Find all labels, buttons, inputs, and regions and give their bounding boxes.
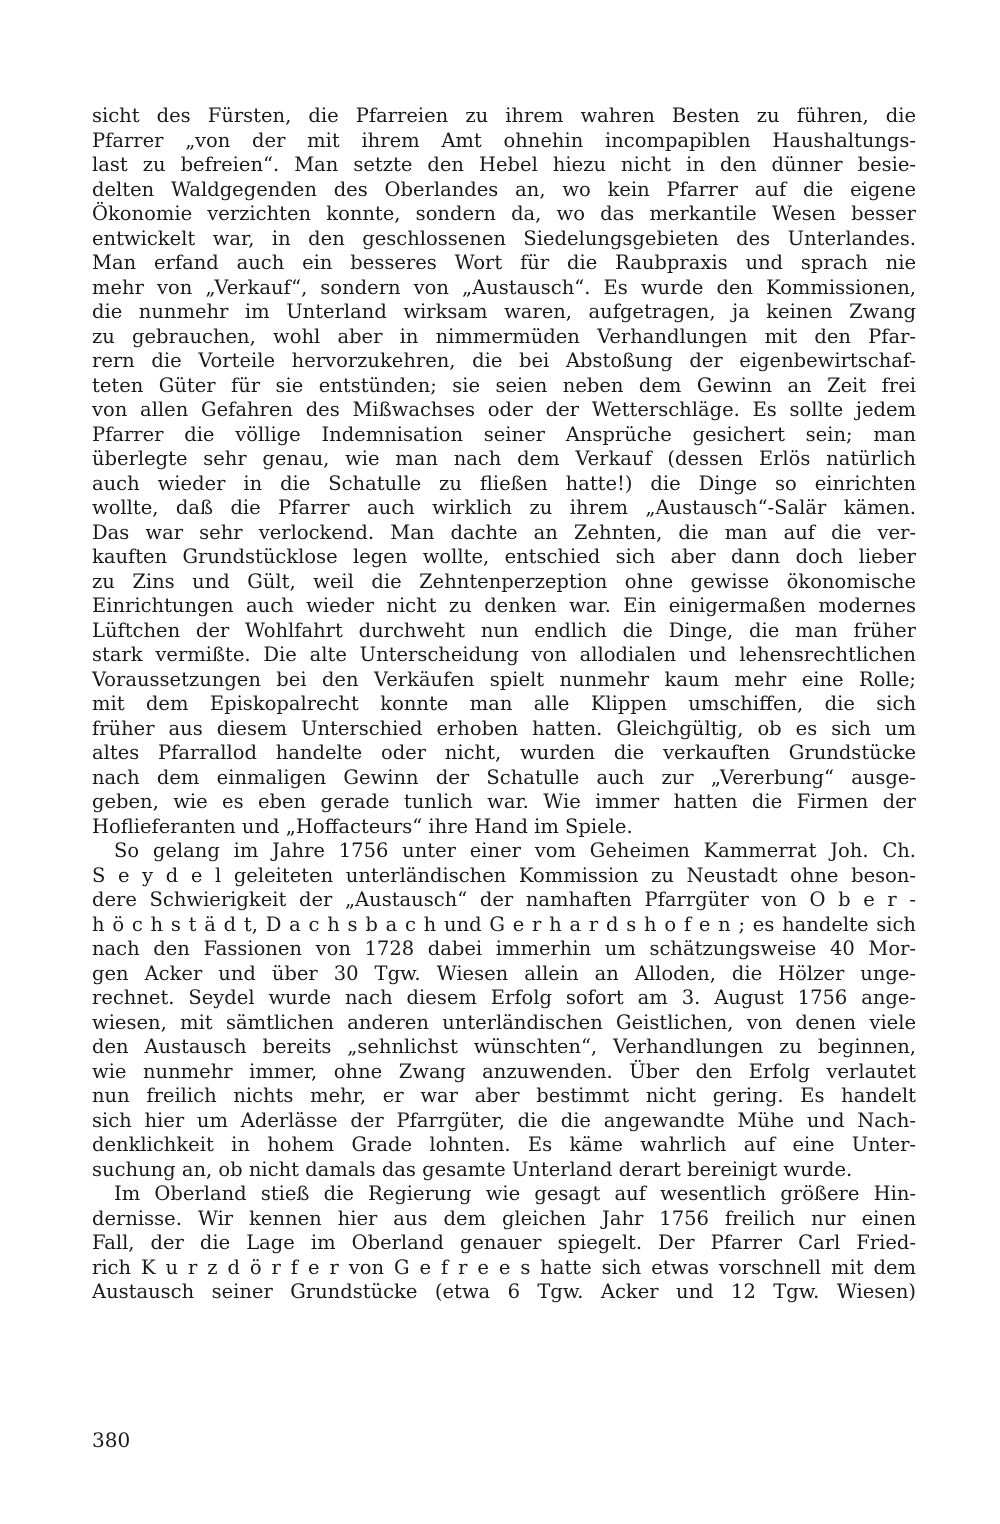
text-line: teten Güter für sie entstünden; sie seien neben dem Gewinn an Zeit frei (92, 373, 916, 397)
text-line: den Austausch bereits „sehnlichst wünschten“, Verhandlungen zu beginnen, (92, 1035, 916, 1058)
paragraph-3 (92, 1182, 916, 1305)
text-line: last zu befreien“. Man setzte den Hebel hiezu nicht in den dünner besie- (92, 153, 916, 176)
text-line: Fall, der die Lage im Oberland genauer spiegelt. Der Pfarrer Carl Fried- (92, 1231, 916, 1254)
text-line: altes Pfarrallod handelte oder nicht, wurden die verkauften Grundstücke (92, 741, 916, 764)
text-line: früher aus diesem Unterschied erhoben hatten. Gleichgültig, ob es sich um (92, 716, 916, 740)
text-line: So gelang im Jahre 1756 unter einer vom Geheimen Kammerrat Joh. Ch. (114, 839, 916, 862)
paragraph-1 (92, 104, 916, 839)
text-line: mehr von „Verkauf“, sondern von „Austausch“. Es wurde den Kommissionen, (92, 275, 916, 299)
text-line: Man erfand auch ein besseres Wort für die Raubpraxis und sprach nie (92, 251, 916, 274)
page-number: 380 (92, 1428, 131, 1452)
text-line: Hoflieferanten und „Hoffacteurs“ ihre Hand im Spiele. (92, 814, 633, 838)
text-line: stark vermißte. Die alte Unterscheidung von allodialen und lehensrechtlichen (92, 643, 916, 666)
text-line: zu Zins und Gült, weil die Zehntenperzeption ohne gewisse ökonomische (92, 569, 916, 593)
text-line: rern die Vorteile hervorzukehren, die bei Abstoßung der eigenbewirtschaf- (92, 349, 916, 372)
text-line: Pfarrer die völlige Indemnisation seiner Ansprüche gesichert sein; man (92, 422, 916, 446)
text-line: rechnet. Seydel wurde nach diesem Erfolg sofort am 3. August 1756 ange- (92, 986, 916, 1009)
text-line: dere Schwierigkeit der „Austausch“ der namhaften Pfarrgüter von O b e r - (92, 888, 916, 911)
text-line: zu gebrauchen, wohl aber in nimmermüden Verhandlungen mit den Pfar- (92, 324, 916, 348)
text-line: sich hier um Aderlässe der Pfarrgüter, die die angewandte Mühe und Nach- (92, 1108, 916, 1132)
text-line: nach dem einmaligen Gewinn der Schatulle auch zur „Vererbung“ ausge- (92, 765, 916, 789)
text-line: die nunmehr im Unterland wirksam waren, aufgetragen, ja keinen Zwang (92, 300, 916, 323)
text-line: Voraussetzungen bei den Verkäufen spielt nunmehr kaum mehr eine Rolle; (92, 667, 916, 691)
text-line: gen Acker und über 30 Tgw. Wiesen allein an Alloden, die Hölzer unge- (92, 961, 916, 985)
text-line: entwickelt war, in den geschlossenen Siedelungsgebieten des Unterlandes. (92, 226, 916, 250)
text-line: Ökonomie verzichten konnte, sondern da, wo das merkantile Wesen besser (92, 202, 916, 225)
text-line: Lüftchen der Wohlfahrt durchweht nun endlich die Dinge, die man früher (92, 618, 916, 642)
text-line: Pfarrer „von der mit ihrem Amt ohnehin incompapiblen Haushaltungs- (92, 128, 916, 152)
text-line: rich K u r z d ö r f e r von G e f r e e s hatte sich etwas vorschnell mit dem (92, 1255, 916, 1279)
text-line: überlegte sehr genau, wie man nach dem Verkauf (dessen Erlös natürlich (92, 447, 916, 470)
body-text (92, 104, 916, 1305)
text-line: Das war sehr verlockend. Man dachte an Zehnten, die man auf die ver- (92, 520, 916, 544)
text-line: denklichkeit in hohem Grade lohnten. Es käme wahrlich auf eine Unter- (92, 1133, 916, 1156)
text-line: wie nunmehr immer, ohne Zwang anzuwenden. Über den Erfolg verlautet (92, 1059, 916, 1083)
text-line: S e y d e l geleiteten unterländischen Kommission zu Neustadt ohne beson- (92, 863, 916, 887)
text-line: kauften Grundstücklose legen wollte, entschied sich aber dann doch lieber (92, 545, 916, 568)
text-line: geben, wie es eben gerade tunlich war. Wie immer hatten die Firmen der (92, 790, 916, 813)
text-line: Einrichtungen auch wieder nicht zu denken war. Ein einigermaßen modernes (92, 594, 916, 617)
text-line: suchung an, ob nicht damals das gesamte Unterland derart bereinigt wurde. (92, 1157, 853, 1181)
text-line: delten Waldgegenden des Oberlandes an, wo kein Pfarrer auf die eigene (92, 177, 916, 201)
text-line: wollte, daß die Pfarrer auch wirklich zu ihrem „Austausch“-Salär kämen. (92, 496, 916, 519)
text-line: von allen Gefahren des Mißwachses oder der Wetterschläge. Es sollte jedem (92, 398, 916, 421)
text-line: dernisse. Wir kennen hier aus dem gleichen Jahr 1756 freilich nur einen (92, 1206, 916, 1230)
text-line: sicht des Fürsten, die Pfarreien zu ihrem wahren Besten zu führen, die (92, 104, 916, 127)
text-line: nach den Fassionen von 1728 dabei immerhin um schätzungsweise 40 Mor- (92, 937, 916, 960)
paragraph-2 (92, 839, 916, 1182)
text-line: auch wieder in die Schatulle zu fließen hatte!) die Dinge so einrichten (92, 471, 916, 495)
text-line: wiesen, mit sämtlichen anderen unterländischen Geistlichen, von denen viele (92, 1010, 916, 1034)
text-line: h ö c h s t ä d t, D a c h s b a c h und G e r h a r d s h o f e n ; es handelte sich (92, 912, 916, 936)
text-line: Im Oberland stieß die Regierung wie gesagt auf wesentlich größere Hin- (114, 1182, 916, 1205)
text-line: mit dem Episkopalrecht konnte man alle Klippen umschiffen, die sich (92, 692, 916, 715)
text-line: Austausch seiner Grundstücke (etwa 6 Tgw. Acker und 12 Tgw. Wiesen) (92, 1280, 916, 1303)
text-line: nun freilich nichts mehr, er war aber bestimmt nicht gering. Es handelt (92, 1084, 916, 1107)
